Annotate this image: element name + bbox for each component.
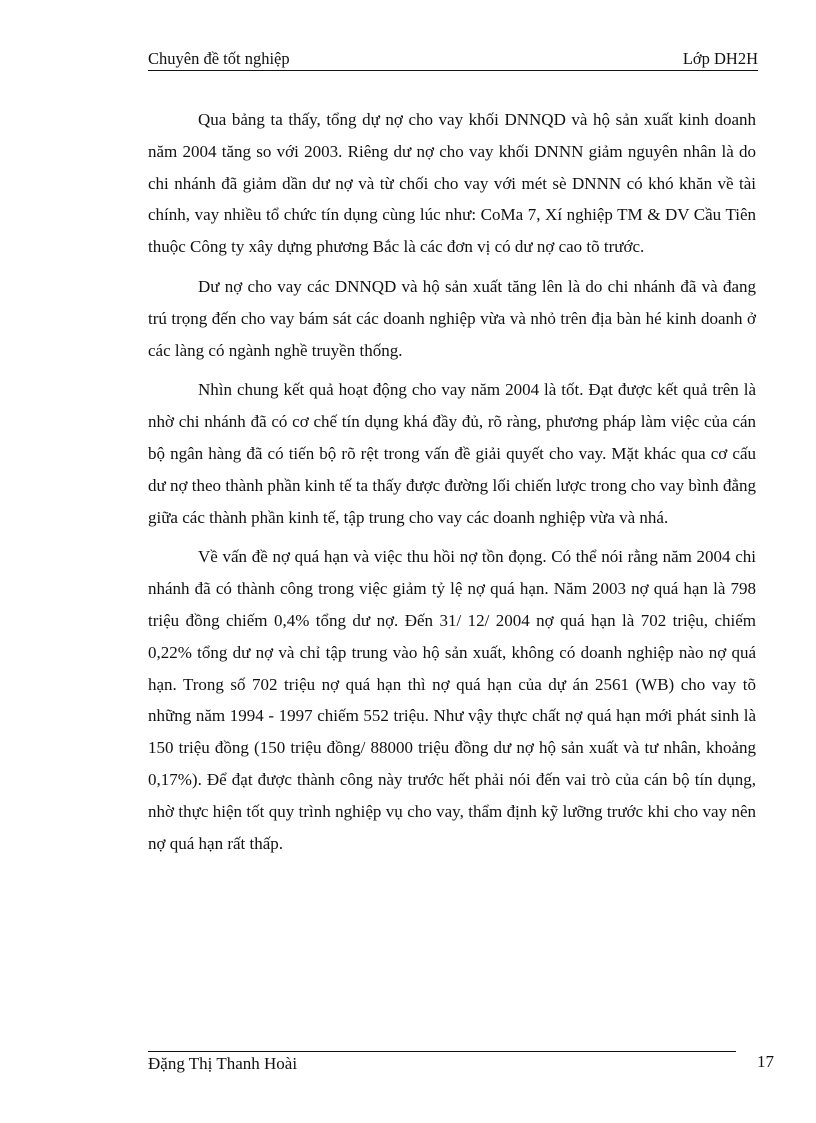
header-class-label: Lớp DH2H [682, 49, 758, 68]
page-number: 17 [757, 1052, 774, 1071]
header-document-title: Chuyên đề tốt nghiệp [148, 49, 290, 68]
paragraph-3: Nhìn chung kết quả hoạt động cho vay năm 2004 là tốt. Đạt được kết quả trên là nhờ chi nhánh đã có cơ chế tín dụng khá đầy đủ, rõ ràng, phương pháp làm việc của cán bộ ngân hàng đã có tiến bộ rõ rệt trong vấn đề giải quyết cho vay. Mặt khác qua cơ cấu dư nợ theo thành phần kinh tế ta thấy được đường lối chiến lược trong cho vay bình đẳng giữa các thành phần kinh tế, tập trung cho vay các doanh nghiệp vừa và nhá. [148, 380, 756, 527]
paragraph-1: Qua bảng ta thấy, tổng dự nợ cho vay khối DNNQD và hộ sản xuất kinh doanh năm 2004 tăng so với 2003. Riêng dư nợ cho vay khối DNNN giảm nguyên nhân là do chi nhánh đã giảm dần dư nợ và từ chối cho vay với mét sè DNNN có khó khăn về tài chính, vay nhiều tổ chức tín dụng cùng lúc như: CoMa 7, Xí nghiệp TM & DV Cầu Tiên thuộc Công ty xây dựng phương Bắc là các đơn vị có dư nợ cao tõ trước. [148, 110, 756, 257]
page-header [148, 48, 758, 71]
footer-author: Đặng Thị Thanh Hoài [148, 1054, 298, 1073]
paragraph-2: Dư nợ cho vay các DNNQD và hộ sản xuất tăng lên là do chi nhánh đã và đang trú trọng đến cho vay bám sát các doanh nghiệp vừa và nhỏ trên địa bàn hé kinh doanh ở các làng có ngành nghề truyền thống. [148, 276, 756, 360]
footer-divider [148, 1051, 736, 1052]
document-body [148, 104, 756, 859]
paragraph-4: Về vấn đề nợ quá hạn và việc thu hồi nợ tồn đọng. Có thể nói rằng năm 2004 chi nhánh đã có thành công trong việc giảm tỷ lệ nợ quá hạn. Năm 2003 nợ quá hạn là 798 triệu đồng chiếm 0,4% tổng dư nợ. Đến 31/ 12/ 2004 nợ quá hạn là 702 triệu, chiếm 0,22% tổng dư nợ và chỉ tập trung vào hộ sản xuất, không có doanh nghiệp nào nợ quá hạn. Trong số 702 triệu nợ quá hạn thì nợ quá hạn của dự án 2561 (WB) cho vay tõ những năm 1994 - 1997 chiếm 552 triệu. Như vậy thực chất nợ quá hạn mới phát sinh là 150 triệu đồng (150 triệu đồng/ 88000 triệu đồng dư nợ hộ sản xuất và tư nhân, khoảng 0,17%). Để đạt được thành công này trước hết phải nói đến vai trò của cán bộ tín dụng, nhờ thực hiện tốt quy trình nghiệp vụ cho vay, thẩm định kỹ lưỡng trước khi cho vay nên nợ quá hạn rất thấp. [148, 547, 756, 853]
